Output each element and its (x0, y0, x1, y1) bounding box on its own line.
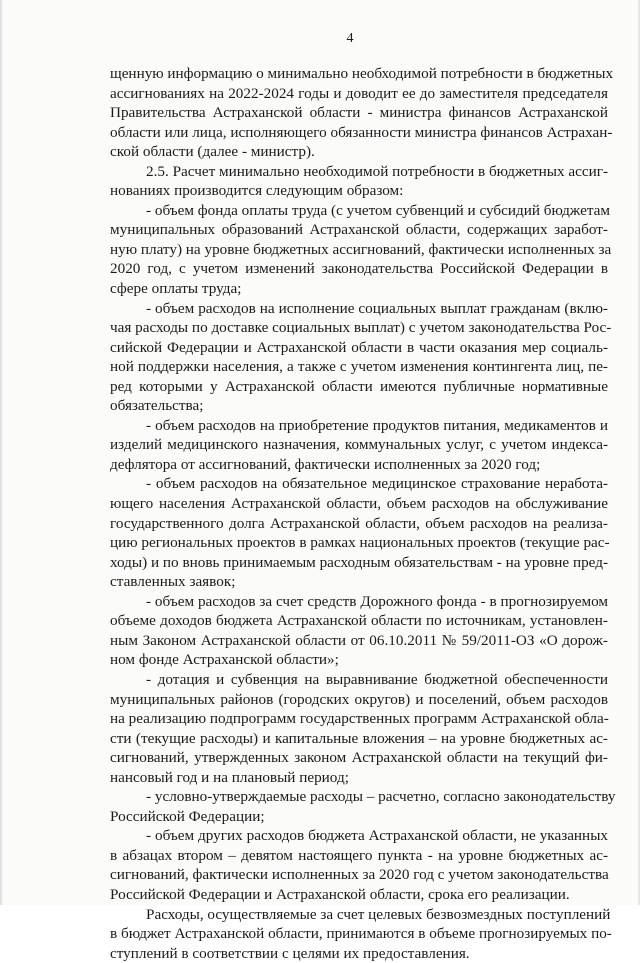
text-line: - объем фонда оплаты труда (с учетом субвенций и субсидий бюджетам (146, 201, 611, 219)
text-line: - объем расходов на исполнение социальных выплат гражданам (вклю- (146, 299, 608, 317)
text-line: в абзацах втором – девятом настоящего пункта - на уровне бюджетных ас- (110, 846, 608, 864)
text-line: ассигнованиях на 2022-2024 годы и доводит ее до заместителя председателя (110, 84, 608, 102)
text-line: области или лица, исполняющего обязанности министра финансов Астрахан- (110, 123, 613, 141)
text-line: в бюджет Астраханской области, принимаются в объеме прогнозируемых по- (110, 925, 612, 943)
text-line: государственного долга Астраханской области, объем расходов на реализа- (110, 514, 608, 532)
text-line: объеме доходов бюджета Астраханской области по источникам, установлен- (110, 612, 608, 630)
text-line: цию региональных проектов в рамках национальных проектов (текущие рас- (110, 534, 610, 552)
text-line: - объем расходов на обязательное медицинское страхование неработа- (146, 475, 608, 493)
text-line: - объем расходов за счет средств Дорожного фонда - в прогнозируемом (146, 592, 608, 610)
text-line: обязательства; (110, 397, 204, 415)
text-line: ступлений в соответствии с целями их предоставления. (110, 944, 470, 962)
text-line: сти (текущие расходы) и капитальные вложения – на уровне бюджетных ас- (110, 729, 608, 747)
text-line: - объем других расходов бюджета Астраханской области, не указанных (146, 827, 608, 845)
text-line: муниципальных образований Астраханской области, содержащих заработ- (110, 221, 608, 239)
text-line: - условно-утверждаемые расходы – расчетно, согласно законодательству (146, 788, 616, 806)
scan-left-edge (0, 0, 3, 905)
text-line: ской области (далее - министр). (110, 143, 315, 161)
text-line: ходы) и по вновь принимаемым расходным обязательствам - на уровне пред- (110, 553, 608, 571)
text-line: щенную информацию о минимально необходимой потребности в бюджетных (110, 65, 614, 82)
text-line: дефлятора от ассигнований, фактически исполненных за 2020 год; (110, 455, 541, 473)
text-line: нансовый год и на плановый период; (110, 768, 349, 786)
text-line: муниципальных районов (городских округов) и поселений, объем расходов (110, 690, 608, 708)
text-line: ным Законом Астраханской области от 06.10.2011 № 59/2011-ОЗ «О дорож- (110, 631, 608, 649)
text-line: изделий медицинского назначения, коммунальных услуг, с учетом индекса- (110, 436, 608, 454)
text-line: сфере оплаты труда; (110, 280, 242, 298)
text-line: Правительства Астраханской области - министра финансов Астраханской (110, 104, 608, 122)
text-line: на реализацию подпрограмм государственных программ Астраханской обла- (110, 710, 609, 728)
text-line: 2020 год, с учетом изменений законодательства Российской Федерации в (110, 260, 608, 278)
text-line: сийской Федерации и Астраханской области в части оказания мер социаль- (110, 338, 608, 356)
text-line: ном фонде Астраханской области»; (110, 651, 339, 669)
text-line: сигнований, утвержденных законом Астраханской области на текущий фи- (110, 749, 608, 767)
text-line: ред которыми у Астраханской области имеются публичные нормативные (110, 377, 608, 395)
text-line: ную плату) на уровне бюджетных ассигнований, фактически исполненных за (110, 240, 612, 258)
text-line: 2.5. Расчет минимально необходимой потребности в бюджетных ассиг- (146, 162, 609, 180)
text-line: ной поддержки населения, а также с учетом изменения контингента лиц, пе- (110, 358, 608, 376)
text-line: нованиях производится следующим образом: (110, 182, 404, 200)
document-body (110, 64, 616, 963)
text-line: - объем расходов на приобретение продуктов питания, медикаментов и (146, 416, 608, 434)
text-line: сигнований, фактически исполненных за 2020 год с учетом законодательства (110, 866, 609, 884)
text-line: - дотация и субвенция на выравнивание бюджетной обеспеченности (146, 670, 608, 688)
text-line: Российской Федерации и Астраханской области, срока его реализации. (110, 885, 570, 903)
text-line: Расходы, осуществляемые за счет целевых безвозмездных поступлений (146, 905, 611, 923)
page-number: 4 (346, 31, 354, 46)
text-line: чая расходы по доставке социальных выплат) с учетом законодательства Рос- (110, 319, 612, 337)
text-line: Российской Федерации; (110, 807, 265, 825)
text-line: ющего населения Астраханской области, объем расходов на обслуживание (110, 495, 608, 513)
text-line: ставленных заявок; (110, 573, 236, 591)
